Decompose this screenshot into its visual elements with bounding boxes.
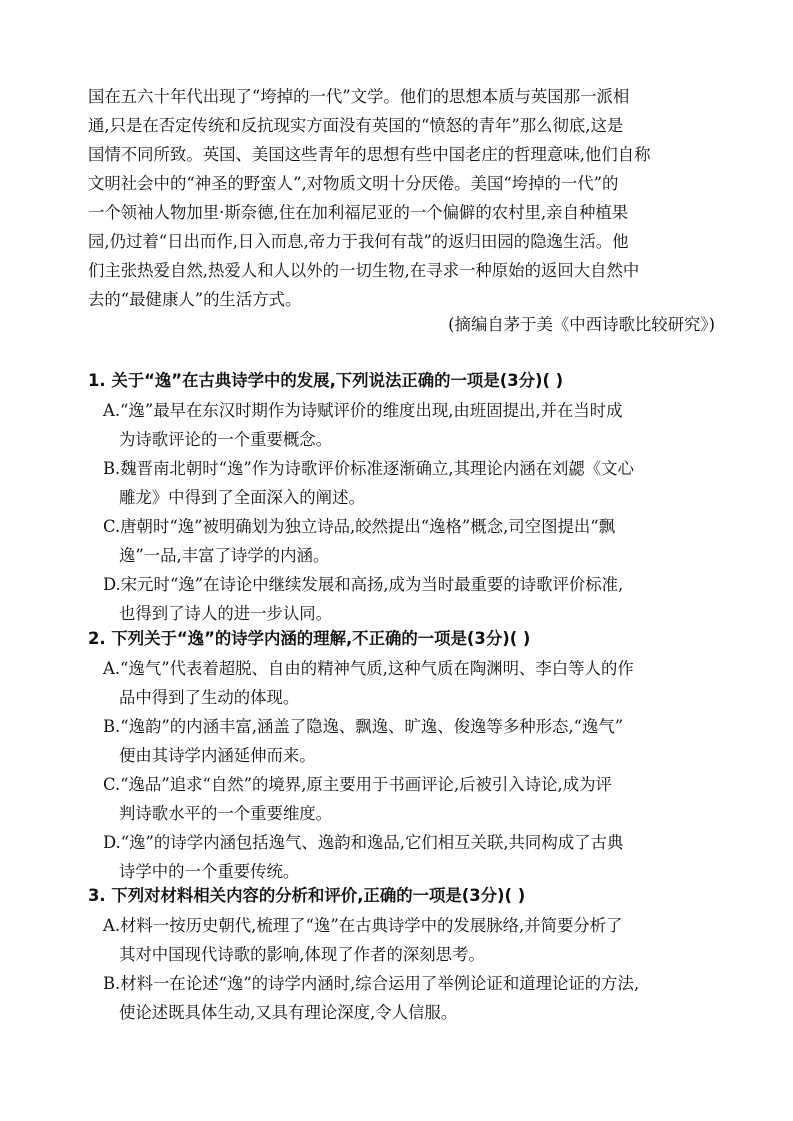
option-text: 逸”一品,丰富了诗学的内涵。 xyxy=(119,546,330,565)
passage-line: 们主张热爱自然,热爱人和人以外的一切生物,在寻求一种原始的返回大自然中 xyxy=(88,261,640,280)
option-text: 雕龙》中得到了全面深入的阐述。 xyxy=(119,488,365,507)
option-text: 便由其诗学内涵延伸而来。 xyxy=(119,746,316,765)
option-b xyxy=(103,712,728,770)
option-text: C.“逸品”追求“自然”的境界,原主要用于书画评论,后被引入诗论,成为评 xyxy=(103,775,612,794)
option-text: B.魏晋南北朝时“逸”作为诗歌评价标准逐渐确立,其理论内涵在刘勰《文心 xyxy=(103,459,634,478)
option-b xyxy=(103,454,728,512)
option-a xyxy=(103,911,728,969)
passage-line: 一个领袖人物加里·斯奈德,住在加利福尼亚的一个偏僻的农村里,亲自种植果 xyxy=(88,203,629,222)
option-text: 也得到了诗人的进一步认同。 xyxy=(119,604,333,623)
option-text: 诗学中的一个重要传统。 xyxy=(119,862,300,881)
option-text: 判诗歌水平的一个重要维度。 xyxy=(119,804,333,823)
question-1 xyxy=(88,366,728,628)
option-d xyxy=(103,570,728,628)
option-text: 品中得到了生动的体现。 xyxy=(119,688,300,707)
option-text: A.材料一按历史朝代,梳理了“逸”在古典诗学中的发展脉络,并简要分析了 xyxy=(103,916,623,935)
option-d xyxy=(103,828,728,886)
passage-line: 园,仍过着“日出而作,日入而息,帝力于我何有哉”的返归田园的隐逸生活。他 xyxy=(88,232,629,251)
option-a xyxy=(103,654,728,712)
option-text: D.宋元时“逸”在诗论中继续发展和高扬,成为当时最重要的诗歌评价标准, xyxy=(103,575,624,594)
passage-source: (摘编自茅于美《中西诗歌比较研究》) xyxy=(448,315,715,334)
option-text: A.“逸气”代表着超脱、自由的精神气质,这种气质在陶渊明、李白等人的作 xyxy=(103,659,634,678)
option-text: 其对中国现代诗歌的影响,体现了作者的深刻思考。 xyxy=(119,945,485,964)
passage-line: 国情不同所致。英国、美国这些青年的思想有些中国老庄的哲理意味,他们自称 xyxy=(88,145,651,164)
option-text: D.“逸”的诗学内涵包括逸气、逸韵和逸品,它们相互关联,共同构成了古典 xyxy=(103,833,624,852)
option-b xyxy=(103,969,728,1027)
question-stem: 3. 下列对材料相关内容的分析和评价,正确的一项是(3分)( ) xyxy=(88,886,526,905)
question-stem: 2. 下列关于“逸”的诗学内涵的理解,不正确的一项是(3分)( ) xyxy=(88,629,531,648)
passage-line: 国在五六十年代出现了“垮掉的一代”文学。他们的思想本质与英国那一派相 xyxy=(88,87,630,106)
option-text: C.唐朝时“逸”被明确划为独立诗品,皎然提出“逸格”概念,司空图提出“飘 xyxy=(103,517,616,536)
passage-line: 通,只是在否定传统和反抗现实方面没有英国的“愤怒的青年”那么彻底,这是 xyxy=(88,116,624,135)
option-text: 为诗歌评论的一个重要概念。 xyxy=(119,430,333,449)
option-text: 使论述既具体生动,又具有理论深度,令人信服。 xyxy=(119,1003,458,1022)
question-stem: 1. 关于“逸”在古典诗学中的发展,下列说法正确的一项是(3分)( ) xyxy=(88,371,564,390)
passage-line: 文明社会中的“神圣的野蛮人”,对物质文明十分厌倦。美国“垮掉的一代”的 xyxy=(88,174,619,193)
option-text: B.“逸韵”的内涵丰富,涵盖了隐逸、飘逸、旷逸、俊逸等多种形态,“逸气” xyxy=(103,717,624,736)
question-2 xyxy=(88,624,728,886)
option-text: B.材料一在论述“逸”的诗学内涵时,综合运用了举例论证和道理论证的方法, xyxy=(103,974,640,993)
question-3 xyxy=(88,881,728,1027)
option-c xyxy=(103,770,728,828)
option-text: A.“逸”最早在东汉时期作为诗赋评价的维度出现,由班固提出,并在当时成 xyxy=(103,401,623,420)
reading-passage xyxy=(88,82,728,314)
passage-line: 去的“最健康人”的生活方式。 xyxy=(88,290,302,309)
option-a xyxy=(103,396,728,454)
option-c xyxy=(103,512,728,570)
